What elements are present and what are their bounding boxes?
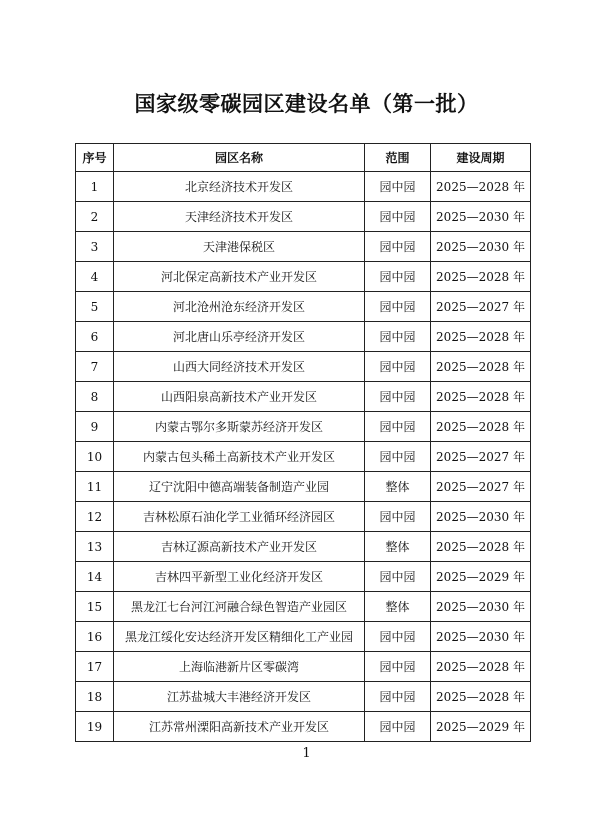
cell-period: 2025—2030 年	[431, 232, 531, 262]
cell-no: 16	[76, 622, 114, 652]
cell-period: 2025—2028 年	[431, 262, 531, 292]
cell-no: 15	[76, 592, 114, 622]
table-row	[76, 202, 531, 232]
table-row	[76, 532, 531, 562]
cell-scope: 园中园	[365, 352, 431, 382]
cell-no: 13	[76, 532, 114, 562]
table-row	[76, 562, 531, 592]
cell-no: 6	[76, 322, 114, 352]
cell-period: 2025—2030 年	[431, 202, 531, 232]
cell-name: 吉林松原石油化学工业循环经济园区	[114, 502, 365, 532]
cell-name: 北京经济技术开发区	[114, 172, 365, 202]
cell-scope: 园中园	[365, 262, 431, 292]
table-row	[76, 442, 531, 472]
cell-scope: 园中园	[365, 412, 431, 442]
cell-scope: 园中园	[365, 502, 431, 532]
cell-name: 黑龙江七台河江河融合绿色智造产业园区	[114, 592, 365, 622]
park-list-table	[75, 143, 531, 742]
cell-period: 2025—2028 年	[431, 352, 531, 382]
cell-period: 2025—2027 年	[431, 442, 531, 472]
table-row	[76, 382, 531, 412]
cell-name: 内蒙古包头稀土高新技术产业开发区	[114, 442, 365, 472]
cell-no: 5	[76, 292, 114, 322]
cell-period: 2025—2028 年	[431, 382, 531, 412]
cell-period: 2025—2028 年	[431, 652, 531, 682]
cell-no: 14	[76, 562, 114, 592]
table-row	[76, 292, 531, 322]
cell-no: 4	[76, 262, 114, 292]
cell-scope: 整体	[365, 532, 431, 562]
cell-name: 辽宁沈阳中德高端装备制造产业园	[114, 472, 365, 502]
cell-name: 内蒙古鄂尔多斯蒙苏经济开发区	[114, 412, 365, 442]
table-header-row	[76, 144, 531, 172]
cell-scope: 园中园	[365, 652, 431, 682]
cell-scope: 园中园	[365, 562, 431, 592]
cell-name: 江苏盐城大丰港经济开发区	[114, 682, 365, 712]
cell-no: 19	[76, 712, 114, 742]
cell-period: 2025—2030 年	[431, 622, 531, 652]
cell-name: 江苏常州溧阳高新技术产业开发区	[114, 712, 365, 742]
page-number: 1	[302, 746, 311, 761]
table-row	[76, 712, 531, 742]
cell-name: 天津港保税区	[114, 232, 365, 262]
table-row	[76, 322, 531, 352]
header-period: 建设周期	[431, 144, 531, 172]
cell-no: 11	[76, 472, 114, 502]
header-scope: 范围	[365, 144, 431, 172]
table-row	[76, 232, 531, 262]
cell-scope: 整体	[365, 472, 431, 502]
cell-period: 2025—2029 年	[431, 712, 531, 742]
cell-no: 17	[76, 652, 114, 682]
table-row	[76, 172, 531, 202]
table-row	[76, 502, 531, 532]
table-row	[76, 652, 531, 682]
table-row	[76, 262, 531, 292]
cell-name: 黑龙江绥化安达经济开发区精细化工产业园	[114, 622, 365, 652]
cell-period: 2025—2028 年	[431, 322, 531, 352]
header-no: 序号	[76, 144, 114, 172]
cell-period: 2025—2030 年	[431, 502, 531, 532]
table-row	[76, 622, 531, 652]
cell-no: 10	[76, 442, 114, 472]
cell-no: 1	[76, 172, 114, 202]
cell-scope: 园中园	[365, 322, 431, 352]
cell-scope: 园中园	[365, 172, 431, 202]
cell-scope: 园中园	[365, 232, 431, 262]
cell-no: 8	[76, 382, 114, 412]
cell-scope: 园中园	[365, 292, 431, 322]
cell-scope: 园中园	[365, 442, 431, 472]
cell-scope: 园中园	[365, 622, 431, 652]
table-row	[76, 352, 531, 382]
cell-scope: 园中园	[365, 202, 431, 232]
cell-name: 上海临港新片区零碳湾	[114, 652, 365, 682]
table-row	[76, 682, 531, 712]
cell-period: 2025—2028 年	[431, 532, 531, 562]
cell-name: 河北唐山乐亭经济开发区	[114, 322, 365, 352]
cell-no: 7	[76, 352, 114, 382]
table-row	[76, 472, 531, 502]
cell-no: 3	[76, 232, 114, 262]
cell-scope: 园中园	[365, 682, 431, 712]
cell-name: 吉林四平新型工业化经济开发区	[114, 562, 365, 592]
cell-period: 2025—2027 年	[431, 472, 531, 502]
cell-name: 河北沧州沧东经济开发区	[114, 292, 365, 322]
cell-no: 2	[76, 202, 114, 232]
cell-no: 18	[76, 682, 114, 712]
cell-no: 9	[76, 412, 114, 442]
cell-name: 天津经济技术开发区	[114, 202, 365, 232]
cell-period: 2025—2027 年	[431, 292, 531, 322]
header-name: 园区名称	[114, 144, 365, 172]
cell-no: 12	[76, 502, 114, 532]
cell-period: 2025—2029 年	[431, 562, 531, 592]
cell-scope: 园中园	[365, 712, 431, 742]
table-row	[76, 412, 531, 442]
cell-period: 2025—2028 年	[431, 172, 531, 202]
cell-name: 吉林辽源高新技术产业开发区	[114, 532, 365, 562]
cell-name: 河北保定高新技术产业开发区	[114, 262, 365, 292]
cell-period: 2025—2028 年	[431, 682, 531, 712]
cell-name: 山西大同经济技术开发区	[114, 352, 365, 382]
table-row	[76, 592, 531, 622]
cell-scope: 园中园	[365, 382, 431, 412]
page-title: 国家级零碳园区建设名单（第一批）	[134, 91, 479, 116]
cell-name: 山西阳泉高新技术产业开发区	[114, 382, 365, 412]
cell-scope: 整体	[365, 592, 431, 622]
cell-period: 2025—2030 年	[431, 592, 531, 622]
cell-period: 2025—2028 年	[431, 412, 531, 442]
